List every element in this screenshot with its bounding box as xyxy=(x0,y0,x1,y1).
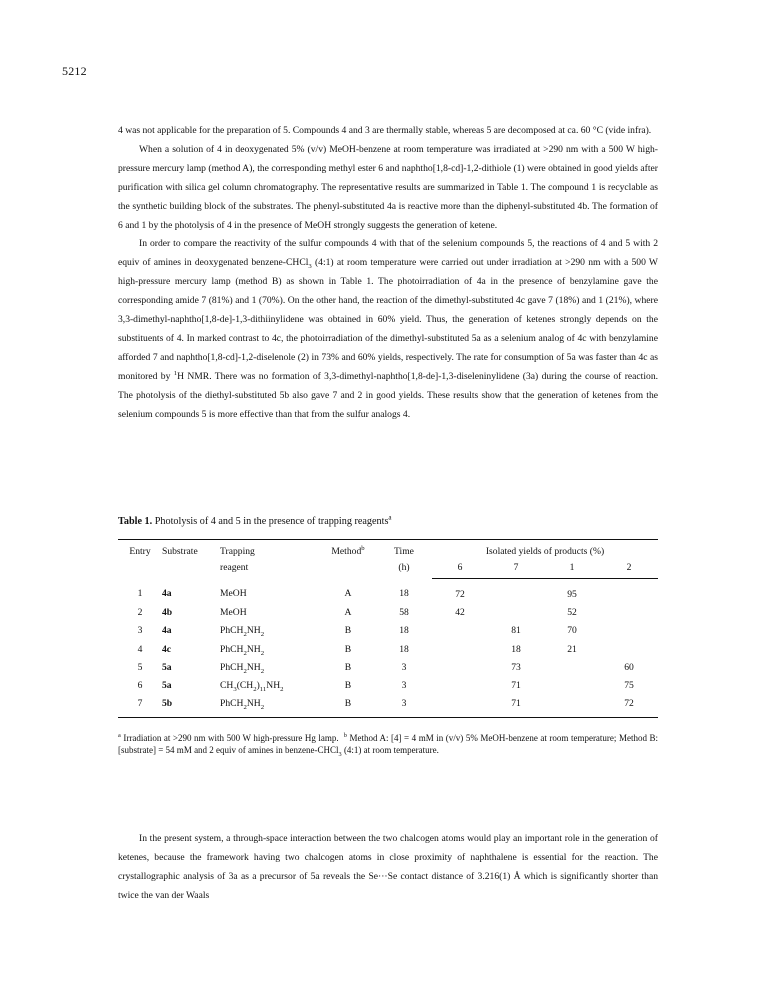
cell-method: A xyxy=(344,606,352,618)
cell-time: 58 xyxy=(399,606,409,618)
table-row xyxy=(118,603,658,621)
cell-method: B xyxy=(344,661,352,673)
table-row xyxy=(118,579,658,604)
cell-time: 3 xyxy=(401,661,407,673)
table-caption xyxy=(118,513,392,527)
footnote-a: Irradiation at >290 nm with 500 W high-pressure Hg lamp. xyxy=(120,733,339,743)
cell-p7 xyxy=(488,603,544,621)
header-product-1: 1 xyxy=(544,559,600,579)
cell-p1 xyxy=(544,695,600,718)
cell-p1: 21 xyxy=(567,643,577,655)
table-caption-footnote-mark: a xyxy=(388,513,392,522)
cell-time: 3 xyxy=(376,695,432,718)
cell-p6 xyxy=(432,658,488,676)
cell-time: 3 xyxy=(401,680,407,692)
header-time: Time xyxy=(376,540,432,560)
cell-p2 xyxy=(600,622,658,640)
header-method-label: Method xyxy=(331,545,362,557)
header-reagent: reagent xyxy=(220,561,249,573)
header-product-7: 7 xyxy=(488,559,544,579)
results-table xyxy=(118,539,658,718)
table-row xyxy=(118,640,658,658)
paragraph-2: When a solution of 4 in deoxygenated 5% (v/v) MeOH-benzene at room temperature was irradiated at >290 nm with a 500 W high-pressure mercury lamp (method A), the corresponding methyl ester 6 and naphtho[1,8-cd]-1,2-dithiole (1) were obtained in good yields after purification with silica gel column chromatography. The representative results are summarized in Table 1. The compound 1 is recyclable as the synthetic building block of the substrates. The phenyl-substituted 4a is reactive more than the diphenyl-substituted 4b. The formation of 6 and 1 by the photolysis of 4 in the presence of MeOH strongly suggests the generation of ketene. xyxy=(118,143,658,231)
cell-method: B xyxy=(344,625,352,637)
cell-p1: 52 xyxy=(567,606,577,618)
closing-text xyxy=(118,830,658,906)
table-caption-text: Photolysis of 4 and 5 in the presence of trapping reagents xyxy=(152,516,389,527)
cell-p2 xyxy=(600,603,658,621)
header-product-2: 2 xyxy=(600,559,658,579)
cell-p7: 71 xyxy=(488,695,544,718)
cell-substrate: 4a xyxy=(162,588,172,600)
cell-reagent: $PhCH_2NH_2$ xyxy=(220,643,265,657)
header-substrate: Substrate xyxy=(162,540,220,560)
cell-entry: 2 xyxy=(137,606,143,618)
cell-method: A xyxy=(344,588,352,600)
cell-p1 xyxy=(544,676,600,694)
header-method xyxy=(320,540,376,560)
table-footnotes xyxy=(118,733,658,756)
table-body xyxy=(118,579,658,718)
header-time-unit: (h) xyxy=(398,561,410,573)
cell-p2: 60 xyxy=(624,661,634,673)
cell-entry: 3 xyxy=(137,625,143,637)
paragraph-3: In order to compare the reactivity of the sulfur compounds 4 with that of the selenium compounds 5, the reactions of 4 and 5 with 2 equiv of amines in deoxygenated benzene-CHCl$_3$ (4:1) at room temperature were carried out under irradiation at >290 nm with a 500 W high-pressure mercury lamp (method B) as shown in Table 1. The photoirradiation of 4a in the presence of benzylamine gave the corresponding amide 7 (81%) and 1 (70%). On the other hand, the reaction of the dimethyl-substituted 4c gave 7 (18%) and 1 (21%), where 3,3-dimethyl-naphtho[1,8-de]-1,3-dithiinylidene was obtained in 60% yield. Thus, the generation of ketenes strongly depends on the substituents of 4. In marked contrast to 4c, the photoirradiation of the dimethyl-substituted 5a as a selenium analog of 4c with benzylamine afforded 7 and naphtho[1,8-cd]-1,2-diselenole (2) in 73% and 60% yields, respectively. The rate for consumption of 5a was faster than 4c as monitored by $^1$H NMR. There was no formation of 3,3-dimethyl-naphtho[1,8-de]-1,3-diseleninylidene (3a) during the course of reaction. The photolysis of the diethyl-substituted 5b also gave 7 and 2 in good yields. These results show that the generation of ketenes from the selenium compounds 5 is more effective than that from the sulfur analogs 4. xyxy=(118,238,659,420)
cell-p6 xyxy=(432,695,488,718)
cell-p2: 72 xyxy=(600,695,658,718)
cell-reagent: $PhCH_2NH_2$ xyxy=(220,661,265,675)
cell-p1: 95 xyxy=(567,588,577,600)
cell-reagent: MeOH xyxy=(220,588,247,600)
cell-substrate: 4c xyxy=(162,643,172,655)
cell-reagent: $PhCH_2NH_2$ xyxy=(220,695,320,718)
header-isolated-yields: Isolated yields of products (%) xyxy=(432,540,658,560)
closing-paragraph: In the present system, a through-space interaction between the two chalcogen atoms would play an important role in the generation of ketenes, because the framework having two chalcogen atoms in close proximity of naphthalene is essential for the reaction. The crystallographic analysis of 3a as a precursor of 5a reveals the Se···Se contact distance of 3.216(1) Å which is significantly shorter than twice the van der Waals xyxy=(118,833,658,901)
cell-time: 18 xyxy=(399,588,409,600)
table-caption-label: Table 1. xyxy=(118,516,153,527)
cell-p7: 81 xyxy=(511,625,521,637)
cell-substrate: 4a xyxy=(162,625,172,637)
footnote-b-mark: b xyxy=(343,732,347,739)
cell-p7 xyxy=(488,579,544,604)
cell-p7: 71 xyxy=(511,680,521,692)
cell-time: 18 xyxy=(399,625,409,637)
cell-reagent: $CH_3(CH_2)_{11}NH_2$ xyxy=(220,680,284,694)
table-row xyxy=(118,695,658,718)
cell-reagent: MeOH xyxy=(220,606,247,618)
cell-method: B xyxy=(320,695,376,718)
table-row xyxy=(118,658,658,676)
cell-p6 xyxy=(432,676,488,694)
cell-substrate: 5b xyxy=(162,695,220,718)
cell-p6 xyxy=(432,640,488,658)
header-entry: Entry xyxy=(118,540,162,560)
cell-entry: 7 xyxy=(118,695,162,718)
cell-method: B xyxy=(344,643,352,655)
cell-entry: 4 xyxy=(137,643,143,655)
footnote-b: Method A: [4] = 4 mM in (v/v) 5% MeOH-benzene at room temperature; Method B: [substrate] = 54 mM and 2 equiv of amines in benzene-CHCl$_3$ (4:1) at room temperature. xyxy=(118,733,659,758)
cell-substrate: 5a xyxy=(162,680,172,692)
cell-substrate: 4b xyxy=(162,606,173,618)
table-row xyxy=(118,622,658,640)
footnote-line xyxy=(118,733,658,756)
header-method-footnote-mark: b xyxy=(361,544,365,552)
cell-entry: 6 xyxy=(137,680,143,692)
table-subheader-row xyxy=(118,559,658,579)
cell-reagent: $PhCH_2NH_2$ xyxy=(220,625,265,639)
cell-p2 xyxy=(600,579,658,604)
cell-p7: 18 xyxy=(511,643,521,655)
page-number: 5212 xyxy=(62,64,87,78)
table-header-row xyxy=(118,540,658,560)
header-product-6: 6 xyxy=(432,559,488,579)
cell-p6: 72 xyxy=(455,588,465,600)
cell-p2 xyxy=(600,640,658,658)
cell-time: 18 xyxy=(399,643,409,655)
cell-p6 xyxy=(432,622,488,640)
body-text xyxy=(118,122,658,425)
cell-p2: 75 xyxy=(624,680,634,692)
cell-p6: 42 xyxy=(455,606,465,618)
header-trapping: Trapping xyxy=(220,540,320,560)
cell-p1: 70 xyxy=(567,625,577,637)
cell-substrate: 5a xyxy=(162,661,172,673)
cell-method: B xyxy=(344,680,352,692)
cell-p7: 73 xyxy=(511,661,521,673)
paragraph-1: 4 was not applicable for the preparation of 5. Compounds 4 and 3 are thermally stable, whereas 5 are decomposed at ca. 60 °C (vide infra). xyxy=(118,125,652,136)
cell-entry: 1 xyxy=(137,588,143,600)
cell-entry: 5 xyxy=(137,661,143,673)
footnote-a-mark: a xyxy=(118,732,121,739)
table-row xyxy=(118,676,658,694)
cell-p1 xyxy=(544,658,600,676)
